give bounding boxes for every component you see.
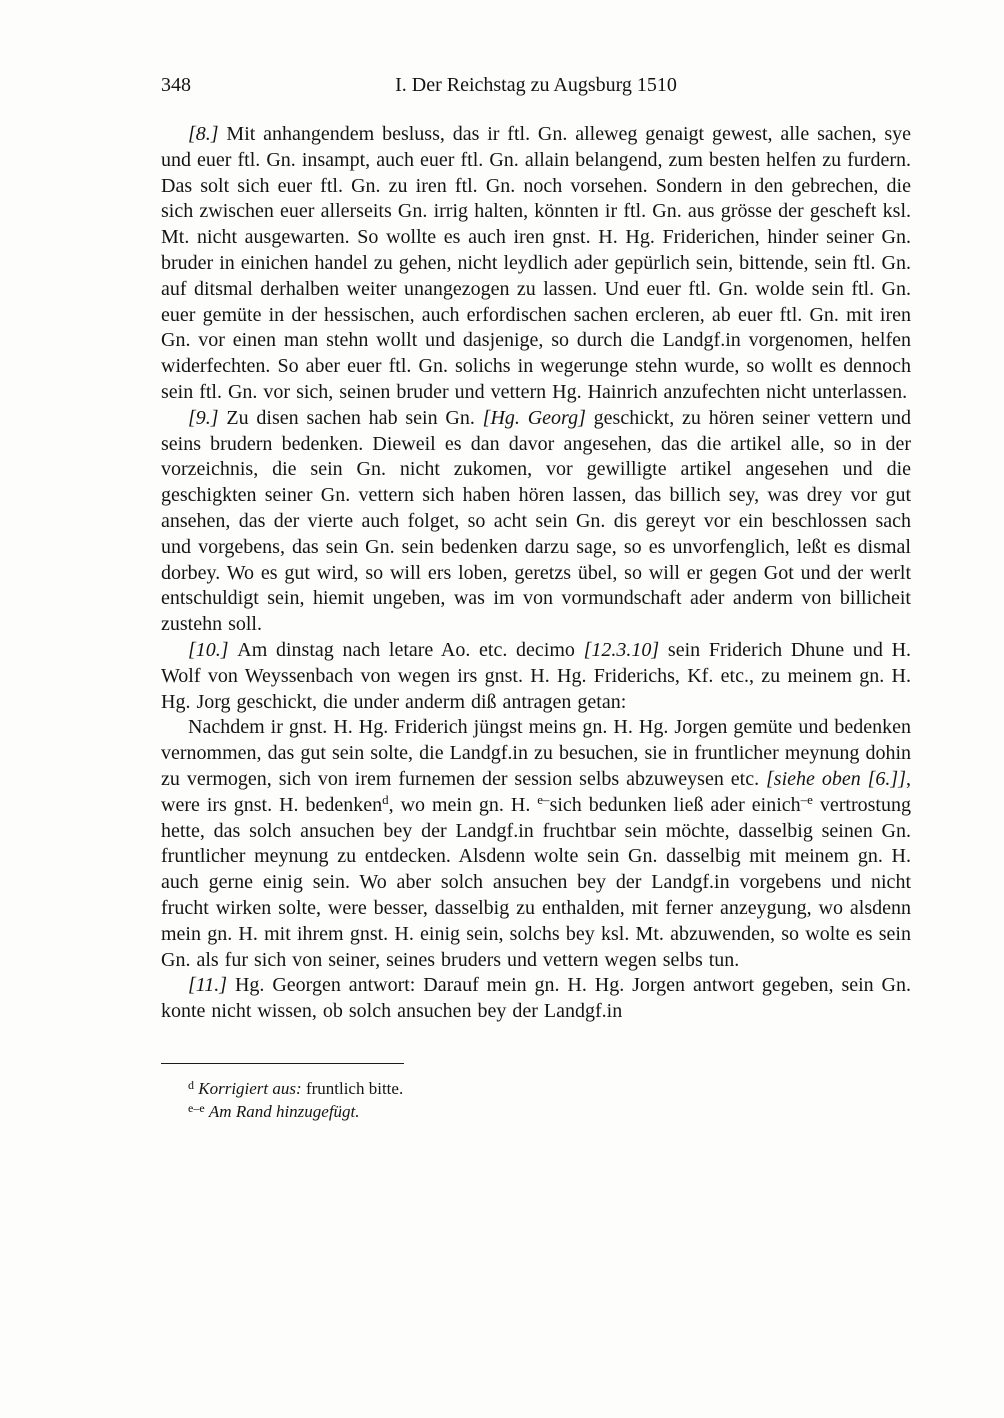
footnote — [161, 1100, 911, 1123]
text-segment: –e — [800, 791, 813, 807]
text-segment: [Hg. Georg] — [482, 406, 586, 429]
text-segment: geschickt, zu hören seiner vettern und seins brudern bedenken. Dieweil es dan davor angesehen, das die artikel alle, so in der vorzeichnis, die sein Gn. nicht zukomen, vor gewilligte artikel angesehen und die geschigkten seiner Gn. vettern sich haben hören lassen, das billich sey, was drey vor gut ansehen, das der vierte auch folget, so acht sein Gn. dis gereyt vor ein beschlossen sach und vorgebens, das sein Gn. sein bedenken darzu sage, so es unvorfenglich, leßt es dismal dorbey. Wo es gut wird, so will ers loben, geretzs übel, so will er gegen Got und der werlt entschuldigt sein, hiemit ungeben, was im von vormundschaft ader anderm von billicheit zustehn soll. — [161, 406, 911, 636]
text-segment: [11.] — [188, 974, 235, 997]
text-segment: [8.] — [188, 123, 227, 145]
paragraph — [161, 122, 911, 406]
text-segment: Am Rand hinzugefügt. — [208, 1101, 360, 1121]
text-segment: , were irs gnst. H. bedenken — [161, 767, 911, 816]
page-header — [161, 74, 911, 100]
paragraph — [161, 715, 911, 973]
text-segment: [12.3.10] — [583, 638, 660, 661]
text-segment: [10.] — [188, 638, 238, 661]
text-segment: sein Friderich Dhune und H. Wolf von Weyssenbach von wegen irs gnst. H. Hg. Friderichs, Kf. etc., zu meinem gn. H. Hg. Jorg geschickt, die under anderm diß antragen getan: — [161, 638, 912, 713]
page-number: 348 — [161, 74, 191, 96]
text-segment: sich bedunken ließ ader einich — [549, 793, 801, 816]
text-segment: fruntlich bitte. — [301, 1078, 404, 1098]
paragraph — [161, 973, 911, 1025]
paragraph — [161, 638, 911, 715]
text-segment: e–e — [188, 1100, 205, 1115]
text-segment: Korrigiert aus: — [198, 1078, 302, 1098]
text-segment: vertrostung hette, das solch ansuchen bey der Landgf.in fruchtbar sein möchte, dasselbig seinen Gn. fruntlicher meynung zu entdecken. Alsdenn wolte sein Gn. dasselbig mit meinem gn. H. auch gerne einig sein. Wo aber solch ansuchen bey der Landgf.in vorgebens und nicht frucht wirken solte, were besser, dasselbig zu enthalden, mit ferner anzeygung, wo alsdenn mein gn. H. mit ihrem gnst. H. einig sein, solchs bey ksl. Mt. abzuwenden, so wolte es sein Gn. als fur sich von seiner, seines bruders und vettern wegen selbs tun. — [161, 793, 911, 971]
footnote — [161, 1077, 911, 1100]
text-segment: Nachdem ir gnst. H. Hg. Friderich jüngst meins gn. H. Hg. Jorgen gemüte und bedenken vernommen, das gut sein solte, die Landgf.in zu besuchen, sie in fruntlicher meynung dohin zu vermogen, sich von irem furnemen der session selbs abzuweysen etc. — [161, 716, 911, 790]
text-segment: Zu disen sachen hab sein Gn. — [226, 406, 483, 429]
text-segment: [siehe oben [6.]] — [766, 767, 906, 790]
text-segment: e– — [537, 791, 550, 807]
text-segment: Mit anhangendem besluss, das ir ftl. Gn. alleweg genaigt gewest, alle sachen, sye und euer ftl. Gn. insampt, auch euer ftl. Gn. allain belangend, zum besten helfen zu furdern. Das solt sich euer ftl. Gn. zu iren ftl. Gn. noch vorsehen. Sondern in den gebrechen, die sich zwischen euer allerseits Gn. irrig halten, könnten ir ftl. Gn. aus grösse der gescheft ksl. Mt. nicht ausgewarten. So wollte es auch iren gnst. H. Hg. Friderichen, hinder seiner Gn. bruder in einichen handel zu gehen, nicht leydlich ader gepürlich sein, bittende, sein ftl. Gn. auf ditsmal derhalben weiter unangezogen zu lassen. Und euer ftl. Gn. wolde sein ftl. Gn. euer gemüte in der hessischen, auch erfordischen sachen ercleren, ab euer ftl. Gn. mit iren Gn. vor einen man stehn wollt und dasjenige, so durch die Landgf.in vorgenomen, helfen widerfechten. So aber euer ftl. Gn. solichs in wegerunge stehn wurde, so wollt es dennoch sein ftl. Gn. vor sich, seinen bruder und vettern Hg. Hainrich anzufechten nicht unterlassen. — [161, 123, 911, 403]
text-segment: d — [188, 1077, 194, 1092]
text-segment: [9.] — [188, 406, 227, 429]
text-segment: , wo mein gn. H. — [388, 793, 538, 816]
text-segment: Hg. Georgen antwort: Darauf mein gn. H. Hg. Jorgen antwort gegeben, sein Gn. konte nicht wissen, ob solch ansuchen bey der Landgf.in — [161, 974, 911, 1023]
footnote-rule — [161, 1063, 404, 1064]
paragraph — [161, 406, 911, 638]
footnote-block — [161, 1063, 911, 1123]
book-page — [161, 74, 911, 1123]
footnotes — [161, 1077, 911, 1123]
text-segment: Am dinstag nach letare Ao. etc. decimo — [237, 638, 584, 661]
running-header: I. Der Reichstag zu Augsburg 1510 — [395, 74, 677, 96]
body-text — [161, 122, 911, 1025]
text-segment: d — [382, 791, 389, 807]
